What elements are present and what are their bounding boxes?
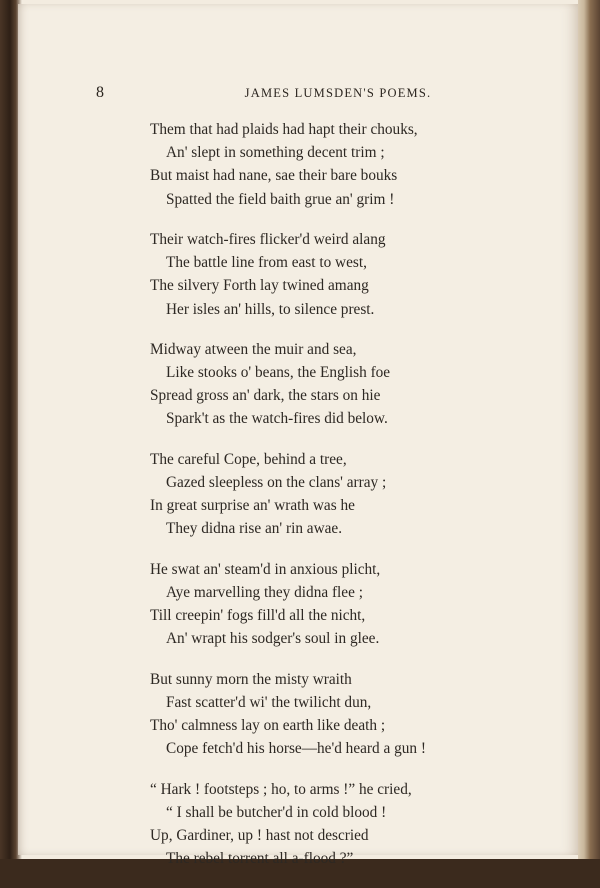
poem-line: Her isles an' hills, to silence prest.	[166, 300, 375, 318]
poem-line: An' wrapt his sodger's soul in glee.	[166, 630, 380, 648]
page-edge	[578, 0, 600, 859]
poem-body	[150, 118, 470, 888]
poem-line: But sunny morn the misty wraith	[150, 670, 352, 688]
stanza	[150, 778, 470, 871]
poem-line: The rebel torrent all a-flood ?”	[166, 850, 354, 868]
poem-line: An' slept in something decent trim ;	[166, 144, 385, 162]
poem-line: The battle line from east to west,	[166, 254, 367, 272]
poem-line: Midway atween the muir and sea,	[150, 340, 357, 358]
page-number: 8	[96, 84, 104, 101]
poem-line: “ I shall be butcher'd in cold blood !	[166, 803, 387, 821]
poem-line: Cope fetch'd his horse—he'd heard a gun !	[166, 740, 426, 758]
stanza	[150, 338, 470, 431]
poem-line: Their watch-fires flicker'd weird alang	[150, 230, 386, 248]
poem-line: Aye marvelling they didna flee ;	[166, 583, 363, 601]
poem-line: They didna rise an' rin awae.	[166, 520, 343, 538]
poem-line: Spread gross an' dark, the stars on hie	[150, 387, 381, 405]
poem-line: Up, Gardiner, up ! hast not descried	[150, 827, 369, 844]
stanza	[150, 118, 470, 211]
poem-line: “ Hark ! footsteps ; ho, to arms !” he cried,	[150, 780, 412, 798]
poem-line: But maist had nane, sae their bare bouks	[150, 167, 398, 185]
poem-line: Spatted the field baith grue an' grim !	[166, 190, 395, 208]
stanza	[150, 558, 470, 651]
running-title: JAMES LUMSDEN'S POEMS.	[244, 86, 432, 100]
stanza	[150, 668, 470, 761]
poem-line: Fast scatter'd wi' the twilicht dun,	[166, 693, 372, 711]
poem-line: In great surprise an' wrath was he	[150, 497, 355, 515]
poem-line: Like stooks o' beans, the English foe	[166, 364, 391, 382]
stanza	[150, 228, 470, 321]
poem-line: Tho' calmness lay on earth like death ;	[150, 717, 386, 735]
stanza	[150, 448, 470, 541]
poem-line: Till creepin' fogs fill'd all the nicht,	[150, 607, 366, 625]
poem-line: Spark't as the watch-fires did below.	[166, 410, 388, 428]
page-header	[96, 84, 540, 106]
poem-line: The silvery Forth lay twined amang	[150, 277, 369, 295]
poem-line: He swat an' steam'd in anxious plicht,	[150, 560, 381, 578]
poem-line: The careful Cope, behind a tree,	[150, 450, 347, 468]
poem-line: Them that had plaids had hapt their chouks,	[150, 121, 418, 138]
poem-line: Gazed sleepless on the clans' array ;	[166, 474, 387, 491]
